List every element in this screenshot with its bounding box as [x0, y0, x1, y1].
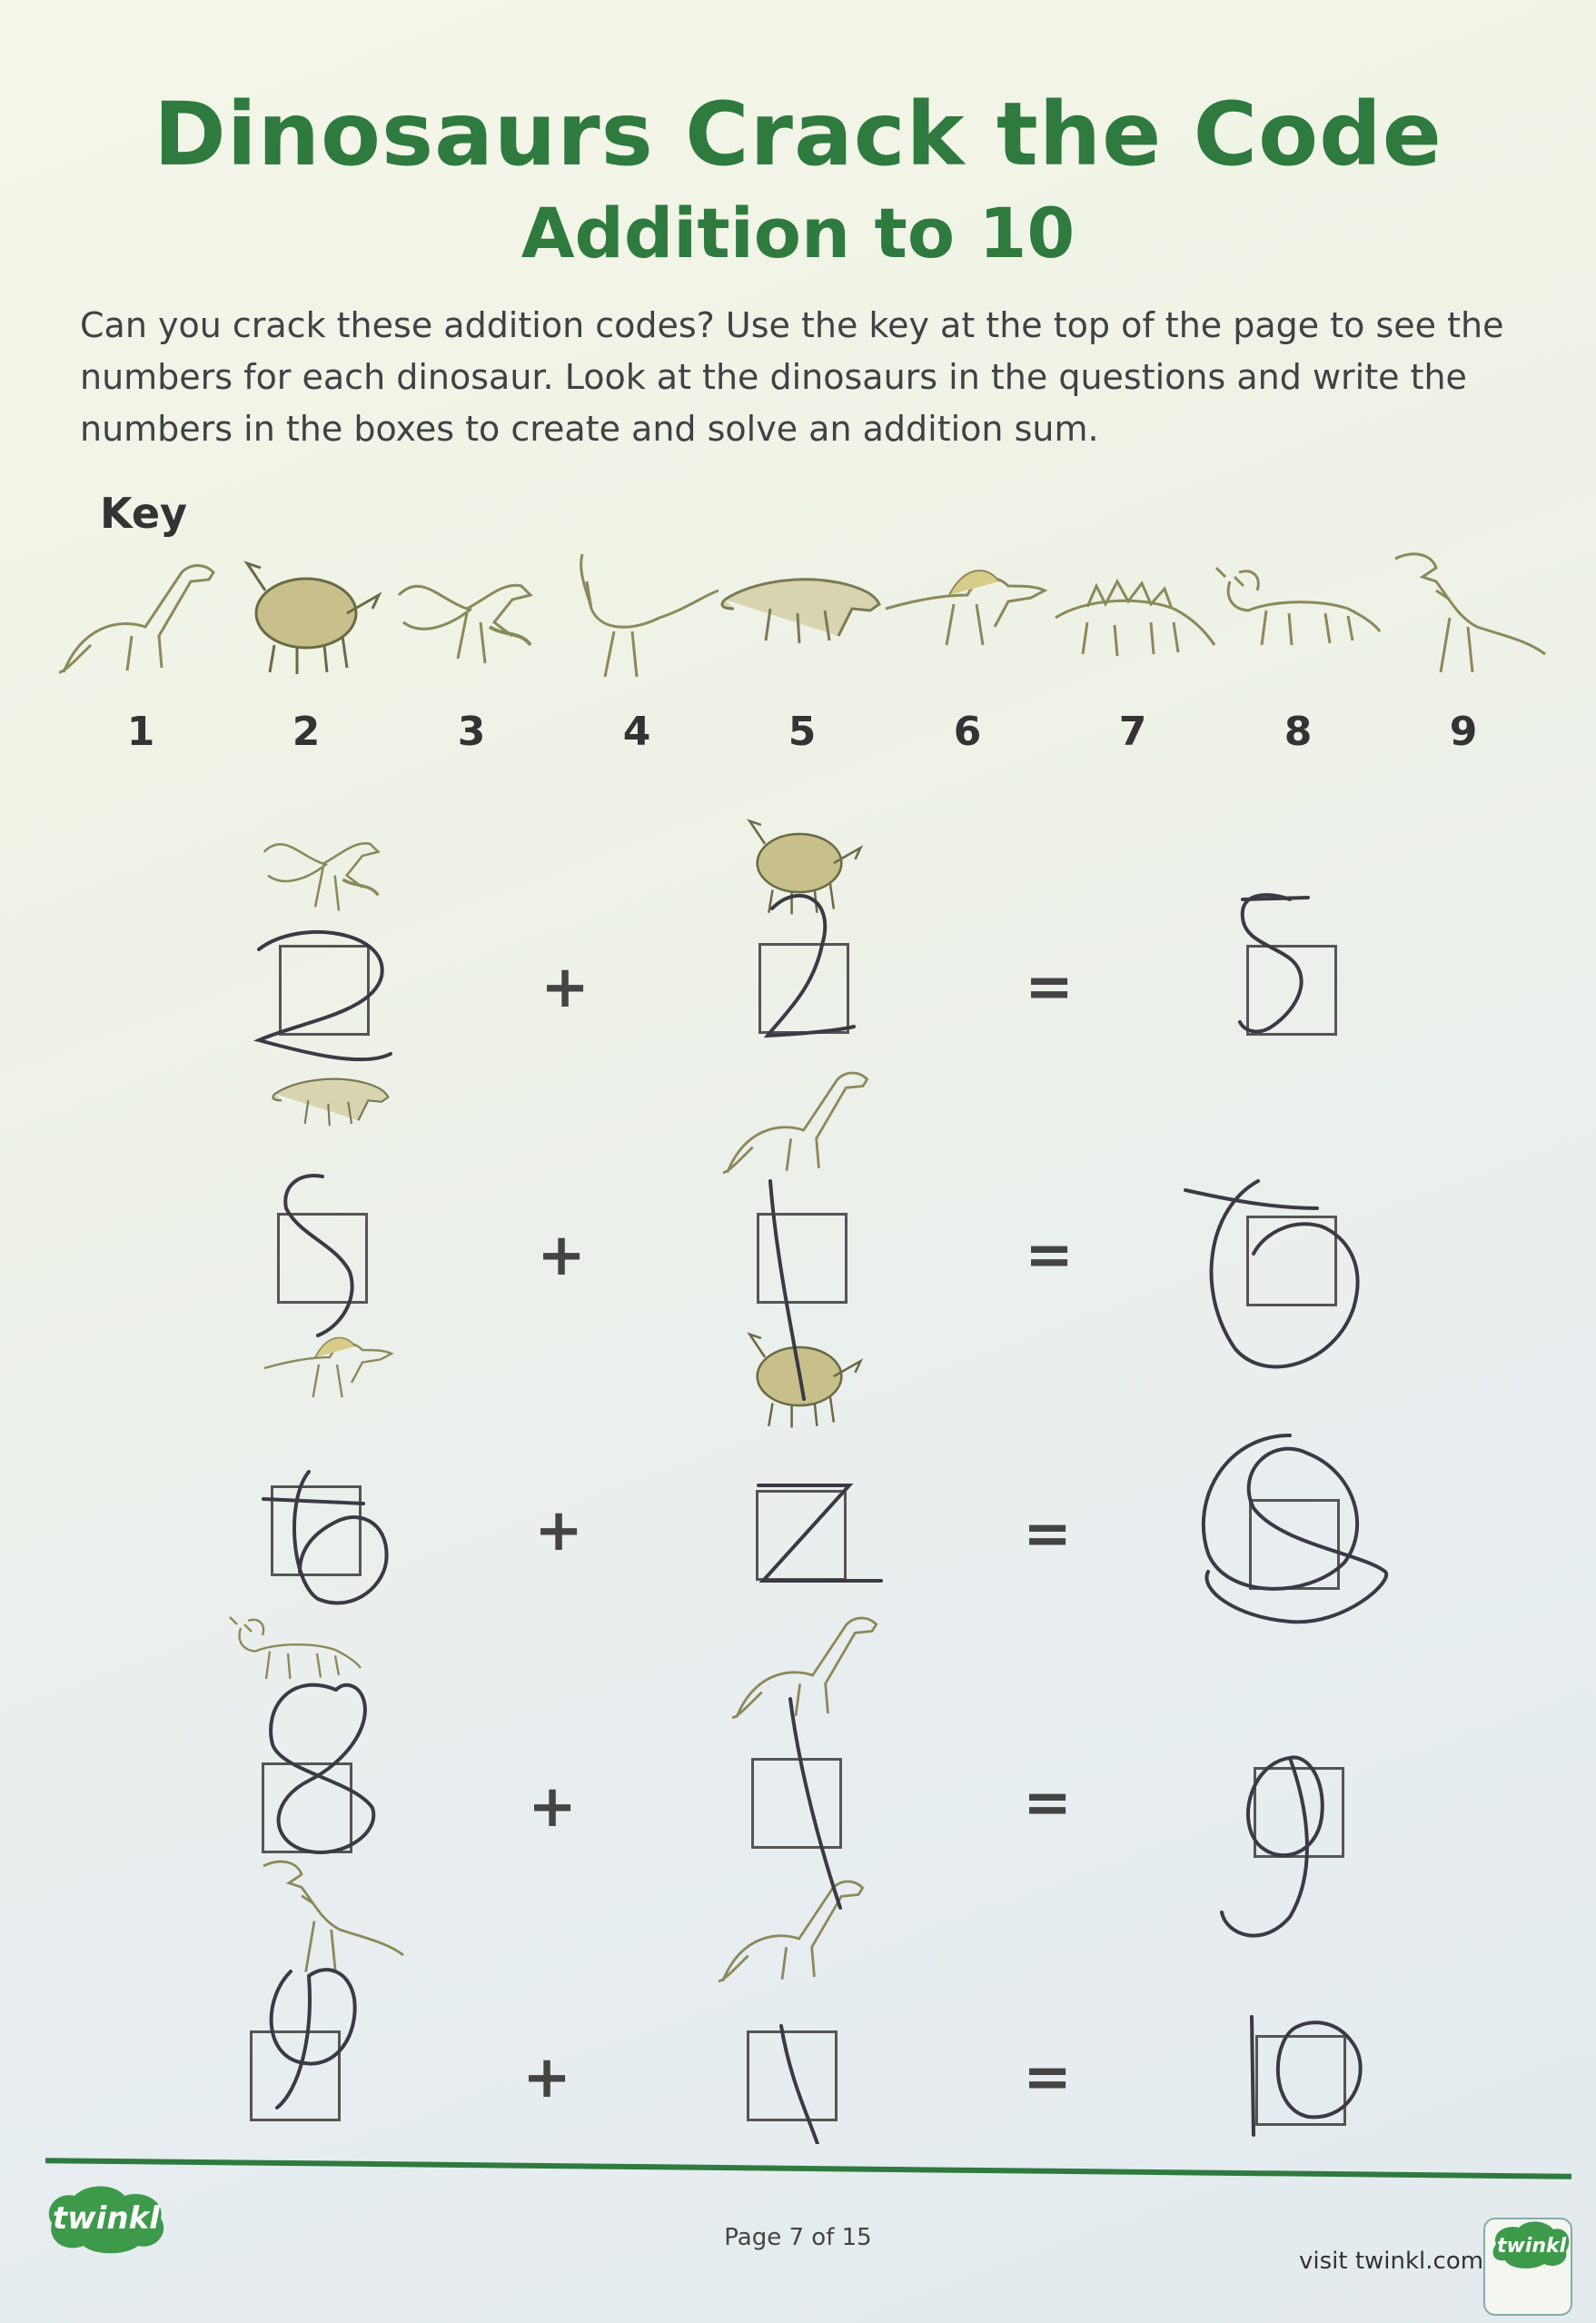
answer-box-total[interactable]: [1254, 1767, 1344, 1858]
stegosaurus-icon: [1046, 545, 1219, 681]
long-neck-dinosaur-icon: [727, 1599, 890, 1726]
nodosaur-icon: [245, 1054, 418, 1154]
plus-sign: +: [537, 1222, 586, 1289]
equals-sign: =: [1023, 2044, 1072, 2111]
long-neck-dinosaur-icon: [718, 1054, 881, 1181]
key-number: 5: [788, 709, 817, 755]
answer-box-right[interactable]: [756, 1490, 847, 1581]
instructions-text: Can you crack these addition codes? Use the key at the top of the page to see the numbers for each dinosaur. Look at the dinosaurs in the questions and write the numbers in the boxes to create and solve an addition sum.: [80, 305, 1504, 449]
key-item-9: [1377, 545, 1550, 763]
key-number: 3: [457, 709, 486, 755]
answer-box-left[interactable]: [250, 2030, 341, 2121]
answer-box-left[interactable]: [271, 1485, 362, 1576]
spinosaurus-icon: [881, 545, 1054, 681]
answer-box-total[interactable]: [1246, 1216, 1337, 1306]
question-row-4: [0, 1626, 1596, 1899]
ostrich-dinosaur-icon: [550, 545, 723, 681]
nodosaur-icon: [716, 545, 888, 681]
key-number: 6: [953, 709, 982, 755]
badge-text: twinkl: [1497, 2235, 1567, 2258]
page-number: Page 7 of 15: [724, 2224, 872, 2251]
triceratops-icon: [1212, 545, 1384, 681]
long-neck-dinosaur-icon: [55, 545, 227, 681]
plus-sign: +: [540, 954, 590, 1021]
key-item-5: [716, 545, 888, 763]
key-number: 2: [292, 709, 321, 755]
key-item-6: [881, 545, 1054, 763]
equals-sign: =: [1023, 1501, 1072, 1568]
plus-sign: +: [534, 1497, 583, 1564]
key-number: 1: [126, 709, 155, 755]
key-item-8: [1212, 545, 1384, 763]
answer-box-left[interactable]: [277, 1213, 368, 1304]
answer-box-right[interactable]: [758, 943, 849, 1034]
question-row-3: [0, 1345, 1596, 1617]
long-neck-dinosaur-icon: [713, 1862, 877, 1990]
key-item-2: [220, 545, 392, 763]
ankylosaurus-icon: [727, 795, 872, 931]
raptor-icon: [385, 545, 558, 681]
answer-box-total[interactable]: [1246, 945, 1337, 1036]
equals-sign: =: [1025, 1222, 1074, 1289]
page-title: Dinosaurs Crack the Code: [154, 84, 1442, 185]
raptor-icon: [241, 809, 413, 927]
twinkl-logo-text: twinkl: [53, 2200, 160, 2237]
answer-box-left[interactable]: [279, 945, 370, 1036]
key-label: Key: [100, 489, 188, 538]
plus-sign: +: [522, 2044, 571, 2111]
key-item-3: [385, 545, 558, 763]
plus-sign: +: [528, 1773, 577, 1841]
answer-box-right[interactable]: [757, 1213, 848, 1304]
ankylosaurus-icon: [727, 1308, 872, 1444]
key-item-7: [1046, 545, 1219, 763]
key-item-1: [55, 545, 227, 763]
question-row-1: [0, 799, 1596, 1072]
answer-box-right[interactable]: [747, 2030, 838, 2121]
triceratops-icon: [218, 1599, 372, 1708]
answer-box-left[interactable]: [262, 1762, 352, 1853]
question-row-2: [0, 1072, 1596, 1345]
equals-sign: =: [1023, 1770, 1072, 1837]
questions-area: [0, 781, 1596, 2144]
question-row-5: [0, 1899, 1596, 2171]
page-subtitle: Addition to 10: [520, 193, 1076, 273]
key-item-4: [550, 545, 723, 763]
answer-box-right[interactable]: [751, 1758, 842, 1849]
t-rex-icon: [1377, 545, 1550, 681]
quality-badge-icon: [1482, 2217, 1573, 2317]
equals-sign: =: [1025, 954, 1074, 1021]
ankylosaurus-icon: [220, 545, 392, 681]
key-number: 7: [1118, 709, 1147, 755]
website-link[interactable]: visit twinkl.com: [1299, 2248, 1484, 2275]
key-number: 9: [1449, 709, 1478, 755]
answer-box-total[interactable]: [1255, 2035, 1346, 2126]
spinosaurus-icon: [243, 1317, 416, 1426]
t-rex-icon: [241, 1853, 413, 1981]
key-number: 4: [622, 709, 651, 755]
dinosaur-key: [55, 545, 1581, 763]
answer-box-total[interactable]: [1249, 1499, 1340, 1590]
key-number: 8: [1284, 709, 1313, 755]
